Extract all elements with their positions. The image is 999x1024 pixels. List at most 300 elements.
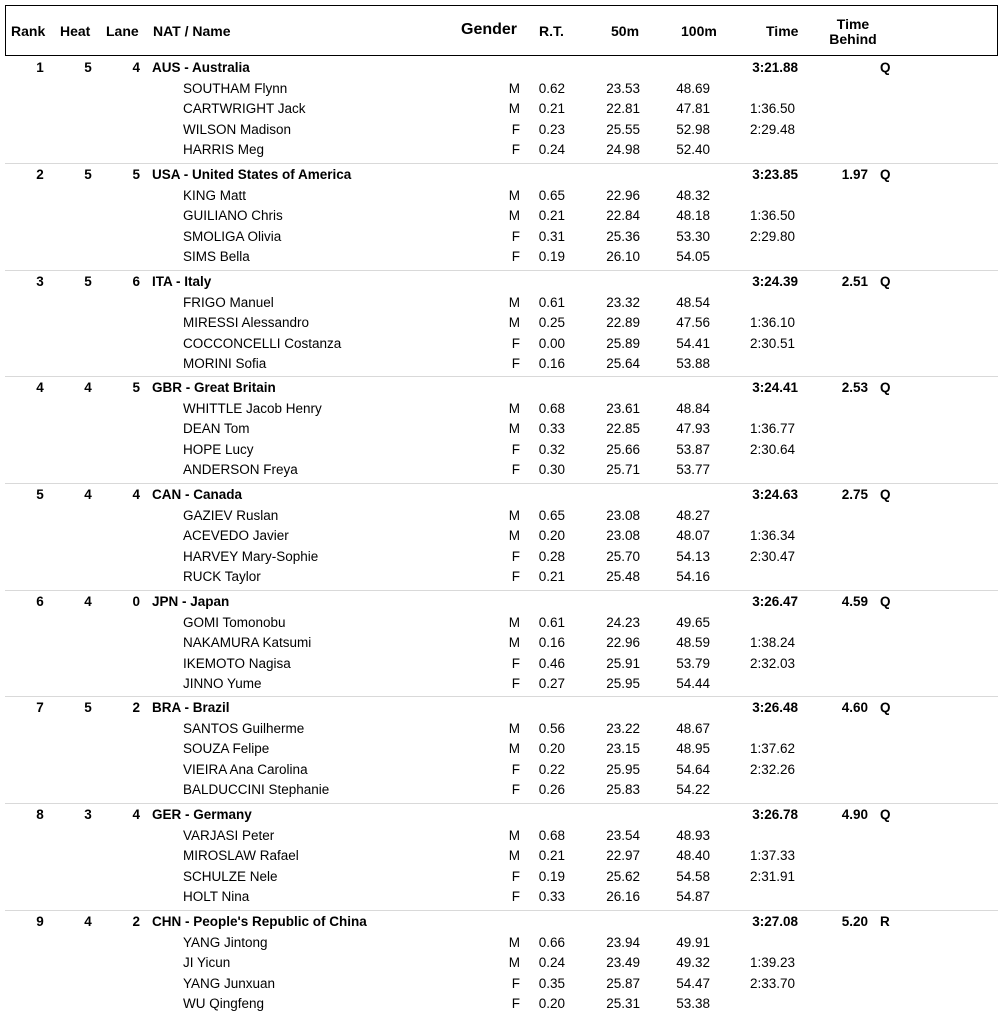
swimmer-split-50m: 23.53 [606,80,640,96]
team-rank: 6 [36,594,44,609]
team-name: BRA - Brazil [152,700,230,715]
swimmer-gender: F [511,655,520,671]
swimmer-split-50m: 23.94 [606,934,640,950]
team-row [0,912,999,932]
team-heat: 4 [84,914,92,929]
swimmer-reaction-time: 0.21 [538,569,565,585]
team-name: GBR - Great Britain [152,380,276,395]
swimmer-name: MORINI Sofia [183,356,267,372]
team-row [0,592,999,612]
swimmer-row [0,440,999,460]
team-heat: 5 [84,700,92,715]
swimmer-split-50m: 22.84 [606,208,640,224]
header-rt: R.T. [539,23,564,39]
swimmer-reaction-time: 0.19 [538,868,565,884]
swimmer-split-50m: 24.23 [606,614,640,630]
swimmer-split-50m: 23.61 [606,400,640,416]
qualification-code: Q [880,807,891,822]
team-row [0,272,999,292]
swimmer-cumulative-time: 1:37.33 [750,848,796,864]
swimmer-cumulative-time: 1:39.23 [750,955,796,971]
swimmer-reaction-time: 0.33 [538,421,565,437]
header-time-behind-line1: Time [836,16,870,32]
swimmer-name: HARVEY Mary-Sophie [183,548,319,564]
swimmer-split-100m: 48.07 [676,528,710,544]
swimmer-reaction-time: 0.56 [538,720,565,736]
swimmer-split-50m: 25.62 [606,868,640,884]
swimmer-gender: F [511,569,520,585]
swimmer-split-50m: 25.95 [606,676,640,692]
team-row [0,698,999,718]
swimmer-cumulative-time: 1:36.10 [750,315,796,331]
swimmer-gender: M [508,315,520,331]
swimmer-split-50m: 25.89 [606,335,640,351]
swimmer-gender: F [511,228,520,244]
team-divider [5,163,998,164]
swimmer-row [0,994,999,1014]
qualification-code: Q [880,594,891,609]
swimmer-row [0,399,999,419]
swimmer-split-50m: 26.10 [606,249,640,265]
team-lane: 2 [132,700,140,715]
swimmer-name: YANG Jintong [183,934,268,950]
team-heat: 3 [84,807,92,822]
swimmer-row [0,760,999,780]
swimmer-reaction-time: 0.35 [538,975,565,991]
swimmer-row [0,719,999,739]
swimmer-split-100m: 53.77 [676,462,710,478]
swimmer-split-100m: 53.79 [676,655,710,671]
swimmer-name: COCCONCELLI Costanza [183,335,342,351]
swimmer-split-100m: 54.64 [676,761,710,777]
swimmer-name: VIEIRA Ana Carolina [183,761,308,777]
swimmer-row [0,99,999,119]
swimmer-gender: M [508,934,520,950]
swimmer-row [0,186,999,206]
swimmer-gender: F [511,996,520,1012]
team-time: 3:26.47 [752,594,798,609]
swimmer-row [0,674,999,694]
swimmer-row [0,953,999,973]
team-name: CHN - People's Republic of China [152,914,367,929]
swimmer-reaction-time: 0.61 [538,614,565,630]
swimmer-split-50m: 24.98 [606,142,640,158]
swimmer-split-100m: 54.47 [676,975,710,991]
swimmer-gender: M [508,421,520,437]
swimmer-gender: M [508,720,520,736]
swimmer-reaction-time: 0.23 [538,121,565,137]
swimmer-split-100m: 48.40 [676,848,710,864]
swimmer-reaction-time: 0.20 [538,996,565,1012]
swimmer-split-50m: 25.36 [606,228,640,244]
swimmer-reaction-time: 0.24 [538,142,565,158]
swimmer-row [0,206,999,226]
swimmer-row [0,313,999,333]
team-lane: 6 [132,274,140,289]
swimmer-name: SOUTHAM Flynn [183,80,288,96]
team-rank: 4 [36,380,44,395]
swimmer-split-50m: 25.71 [606,462,640,478]
swimmer-cumulative-time: 1:37.62 [750,741,796,757]
swimmer-row [0,654,999,674]
team-lane: 5 [132,167,140,182]
swimmer-split-50m: 22.85 [606,421,640,437]
team-name: CAN - Canada [152,487,243,502]
swimmer-split-100m: 54.16 [676,569,710,585]
swimmer-reaction-time: 0.65 [538,507,565,523]
swimmer-gender: F [511,142,520,158]
swimmer-split-100m: 48.69 [676,80,710,96]
swimmer-split-50m: 25.31 [606,996,640,1012]
swimmer-reaction-time: 0.25 [538,315,565,331]
swimmer-reaction-time: 0.66 [538,934,565,950]
swimmer-gender: F [511,335,520,351]
swimmer-row [0,826,999,846]
swimmer-gender: M [508,101,520,117]
swimmer-split-100m: 49.32 [676,955,710,971]
swimmer-cumulative-time: 2:33.70 [750,975,796,991]
swimmer-name: SIMS Bella [183,249,250,265]
swimmer-name: GUILIANO Chris [183,208,283,224]
swimmer-reaction-time: 0.21 [538,848,565,864]
swimmer-name: CARTWRIGHT Jack [183,101,306,117]
team-divider [5,910,998,911]
team-time-behind: 4.59 [841,594,868,609]
swimmer-row [0,780,999,800]
swimmer-gender: M [508,528,520,544]
swimmer-name: FRIGO Manuel [183,294,274,310]
swimmer-gender: F [511,782,520,798]
swimmer-split-100m: 53.30 [676,228,710,244]
swimmer-split-100m: 47.93 [676,421,710,437]
swimmer-gender: M [508,400,520,416]
swimmer-row [0,867,999,887]
header-time-behind-line2: Behind [829,31,877,47]
team-divider [5,376,998,377]
qualification-code: Q [880,487,891,502]
team-time-behind: 4.90 [841,807,868,822]
team-name: USA - United States of America [152,167,352,182]
swimmer-name: DEAN Tom [183,421,250,437]
qualification-code: Q [880,380,891,395]
swimmer-gender: M [508,848,520,864]
swimmer-split-100m: 48.93 [676,827,710,843]
swimmer-split-50m: 25.87 [606,975,640,991]
swimmer-gender: F [511,761,520,777]
swimmer-split-50m: 22.81 [606,101,640,117]
swimmer-split-50m: 22.96 [606,187,640,203]
swimmer-reaction-time: 0.26 [538,782,565,798]
swimmer-split-50m: 25.95 [606,761,640,777]
swimmer-name: JINNO Yume [183,676,262,692]
swimmer-split-100m: 54.87 [676,889,710,905]
swimmer-gender: M [508,741,520,757]
swimmer-reaction-time: 0.16 [538,635,565,651]
team-lane: 4 [132,487,140,502]
team-rank: 5 [36,487,44,502]
swimmer-cumulative-time: 2:32.03 [750,655,796,671]
swimmer-reaction-time: 0.31 [538,228,565,244]
swimmer-reaction-time: 0.30 [538,462,565,478]
swimmer-row [0,526,999,546]
swimmer-name: WHITTLE Jacob Henry [183,400,322,416]
swimmer-name: RUCK Taylor [183,569,261,585]
swimmer-row [0,613,999,633]
team-name: AUS - Australia [152,60,250,75]
swimmer-row [0,739,999,759]
team-row [0,485,999,505]
swimmer-split-100m: 47.56 [676,315,710,331]
team-name: JPN - Japan [152,594,230,609]
swimmer-split-50m: 26.16 [606,889,640,905]
team-divider [5,270,998,271]
swimmer-cumulative-time: 2:29.48 [750,121,796,137]
swimmer-reaction-time: 0.00 [538,335,565,351]
swimmer-split-100m: 53.88 [676,356,710,372]
team-heat: 5 [84,274,92,289]
swimmer-cumulative-time: 2:31.91 [750,868,796,884]
qualification-code: Q [880,167,891,182]
swimmer-reaction-time: 0.68 [538,827,565,843]
team-name: ITA - Italy [152,274,212,289]
swimmer-split-50m: 23.15 [606,741,640,757]
swimmer-split-100m: 48.54 [676,294,710,310]
team-heat: 5 [84,167,92,182]
swimmer-name: GOMI Tomonobu [183,614,286,630]
header-time: Time [766,23,799,39]
swimmer-row [0,547,999,567]
swimmer-name: NAKAMURA Katsumi [183,635,312,651]
team-name: GER - Germany [152,807,252,822]
swimmer-cumulative-time: 2:32.26 [750,761,796,777]
team-lane: 5 [132,380,140,395]
swimmer-split-50m: 25.64 [606,356,640,372]
swimmer-split-100m: 54.05 [676,249,710,265]
swimmer-split-100m: 48.32 [676,187,710,203]
swimmer-reaction-time: 0.19 [538,249,565,265]
swimmer-split-100m: 48.27 [676,507,710,523]
swimmer-name: VARJASI Peter [183,827,275,843]
team-time: 3:21.88 [752,60,798,75]
swimmer-cumulative-time: 2:30.47 [750,548,796,564]
team-rank: 1 [36,60,44,75]
team-time-behind: 1.97 [841,167,868,182]
swimmer-reaction-time: 0.21 [538,101,565,117]
team-rank: 2 [36,167,44,182]
swimmer-gender: F [511,676,520,692]
swimmer-gender: M [508,955,520,971]
swimmer-row [0,567,999,587]
swimmer-split-100m: 54.44 [676,676,710,692]
swimmer-split-50m: 23.08 [606,528,640,544]
team-rank: 7 [36,700,44,715]
team-divider [5,590,998,591]
swimmer-split-50m: 23.54 [606,827,640,843]
team-rank: 9 [36,914,44,929]
team-heat: 5 [84,60,92,75]
swimmer-reaction-time: 0.20 [538,528,565,544]
swimmer-row [0,460,999,480]
swimmer-row [0,506,999,526]
swimmer-split-50m: 23.22 [606,720,640,736]
swimmer-cumulative-time: 1:36.77 [750,421,796,437]
swimmer-name: HOLT Nina [183,889,250,905]
swimmer-split-50m: 23.08 [606,507,640,523]
swimmer-row [0,120,999,140]
swimmer-split-100m: 52.98 [676,121,710,137]
team-divider [5,696,998,697]
swimmer-row [0,140,999,160]
swimmer-name: WU Qingfeng [183,996,265,1012]
swimmer-cumulative-time: 2:30.51 [750,335,796,351]
swimmer-name: SANTOS Guilherme [183,720,305,736]
swimmer-split-50m: 25.91 [606,655,640,671]
team-rank: 8 [36,807,44,822]
team-time-behind: 2.75 [841,487,868,502]
team-time-behind: 5.20 [841,914,868,929]
swimmer-row [0,933,999,953]
team-time-behind: 4.60 [841,700,868,715]
swimmer-gender: F [511,441,520,457]
team-divider [5,803,998,804]
swimmer-row [0,334,999,354]
swimmer-split-100m: 53.87 [676,441,710,457]
swimmer-name: JI Yicun [183,955,231,971]
swimmer-split-50m: 25.66 [606,441,640,457]
swimmer-split-50m: 22.97 [606,848,640,864]
swimmer-split-100m: 48.18 [676,208,710,224]
swimmer-split-50m: 25.48 [606,569,640,585]
team-lane: 2 [132,914,140,929]
team-row [0,805,999,825]
qualification-code: R [880,914,890,929]
swimmer-reaction-time: 0.28 [538,548,565,564]
swimmer-gender: M [508,187,520,203]
swimmer-name: MIRESSI Alessandro [183,315,310,331]
swimmer-gender: F [511,249,520,265]
header-nat-name: NAT / Name [153,23,231,39]
swimmer-cumulative-time: 1:38.24 [750,635,796,651]
team-time: 3:24.39 [752,274,798,289]
swimmer-name: MIROSLAW Rafael [183,848,299,864]
swimmer-split-100m: 48.84 [676,400,710,416]
header-heat: Heat [60,23,91,39]
swimmer-cumulative-time: 1:36.50 [750,208,796,224]
team-divider [5,483,998,484]
swimmer-row [0,247,999,267]
team-rank: 3 [36,274,44,289]
swimmer-row [0,846,999,866]
team-time: 3:26.78 [752,807,798,822]
swimmer-row [0,227,999,247]
team-row [0,58,999,78]
swimmer-name: IKEMOTO Nagisa [183,655,291,671]
swimmer-reaction-time: 0.46 [538,655,565,671]
swimmer-row [0,354,999,374]
swimmer-name: YANG Junxuan [183,975,276,991]
swimmer-name: ANDERSON Freya [183,462,298,478]
header-gender: Gender [461,21,518,38]
swimmer-split-100m: 49.65 [676,614,710,630]
swimmer-reaction-time: 0.61 [538,294,565,310]
swimmer-name: SOUZA Felipe [183,741,270,757]
swimmer-split-50m: 22.89 [606,315,640,331]
swimmer-reaction-time: 0.24 [538,955,565,971]
swimmer-split-100m: 52.40 [676,142,710,158]
swimmer-reaction-time: 0.20 [538,741,565,757]
swimmer-name: ACEVEDO Javier [183,528,289,544]
swimmer-reaction-time: 0.33 [538,889,565,905]
swimmer-gender: F [511,462,520,478]
swimmer-reaction-time: 0.27 [538,676,565,692]
swimmer-reaction-time: 0.32 [538,441,565,457]
header-100m: 100m [681,23,717,39]
swimmer-split-100m: 53.38 [676,996,710,1012]
team-time-behind: 2.51 [841,274,868,289]
swimmer-cumulative-time: 2:29.80 [750,228,796,244]
swimmer-name: WILSON Madison [183,121,292,137]
header-rank: Rank [11,23,46,39]
swimmer-reaction-time: 0.16 [538,356,565,372]
team-row [0,378,999,398]
swimmer-name: HARRIS Meg [183,142,265,158]
team-heat: 4 [84,594,92,609]
swimmer-split-100m: 54.41 [676,335,710,351]
swimmer-split-50m: 25.55 [606,121,640,137]
team-time: 3:24.63 [752,487,798,502]
swimmer-name: HOPE Lucy [183,441,254,457]
swimmer-gender: M [508,614,520,630]
swimmer-split-100m: 54.58 [676,868,710,884]
team-lane: 0 [132,594,140,609]
team-time: 3:26.48 [752,700,798,715]
swimmer-row [0,633,999,653]
swimmer-gender: M [508,507,520,523]
swimmer-split-100m: 48.95 [676,741,710,757]
swimmer-cumulative-time: 1:36.34 [750,528,796,544]
team-time: 3:27.08 [752,914,798,929]
swimmer-split-100m: 54.22 [676,782,710,798]
swimmer-reaction-time: 0.68 [538,400,565,416]
swimmer-gender: F [511,868,520,884]
swimmer-gender: F [511,975,520,991]
swimmer-gender: M [508,208,520,224]
team-lane: 4 [132,807,140,822]
swimmer-reaction-time: 0.62 [538,80,565,96]
swimmer-gender: M [508,294,520,310]
team-heat: 4 [84,487,92,502]
swimmer-name: SMOLIGA Olivia [183,228,282,244]
swimmer-gender: F [511,889,520,905]
swimmer-row [0,293,999,313]
swimmer-reaction-time: 0.21 [538,208,565,224]
swimmer-name: BALDUCCINI Stephanie [183,782,330,798]
swimmer-split-100m: 47.81 [676,101,710,117]
swimmer-reaction-time: 0.65 [538,187,565,203]
swimmer-split-50m: 25.70 [606,548,640,564]
swimmer-reaction-time: 0.22 [538,761,565,777]
swimmer-gender: F [511,121,520,137]
swimmer-cumulative-time: 1:36.50 [750,101,796,117]
swimmer-name: KING Matt [183,187,247,203]
team-row [0,165,999,185]
team-time-behind: 2.53 [841,380,868,395]
swimmer-row [0,887,999,907]
swimmer-split-100m: 48.67 [676,720,710,736]
qualification-code: Q [880,60,891,75]
swimmer-split-100m: 54.13 [676,548,710,564]
header-lane: Lane [106,23,139,39]
